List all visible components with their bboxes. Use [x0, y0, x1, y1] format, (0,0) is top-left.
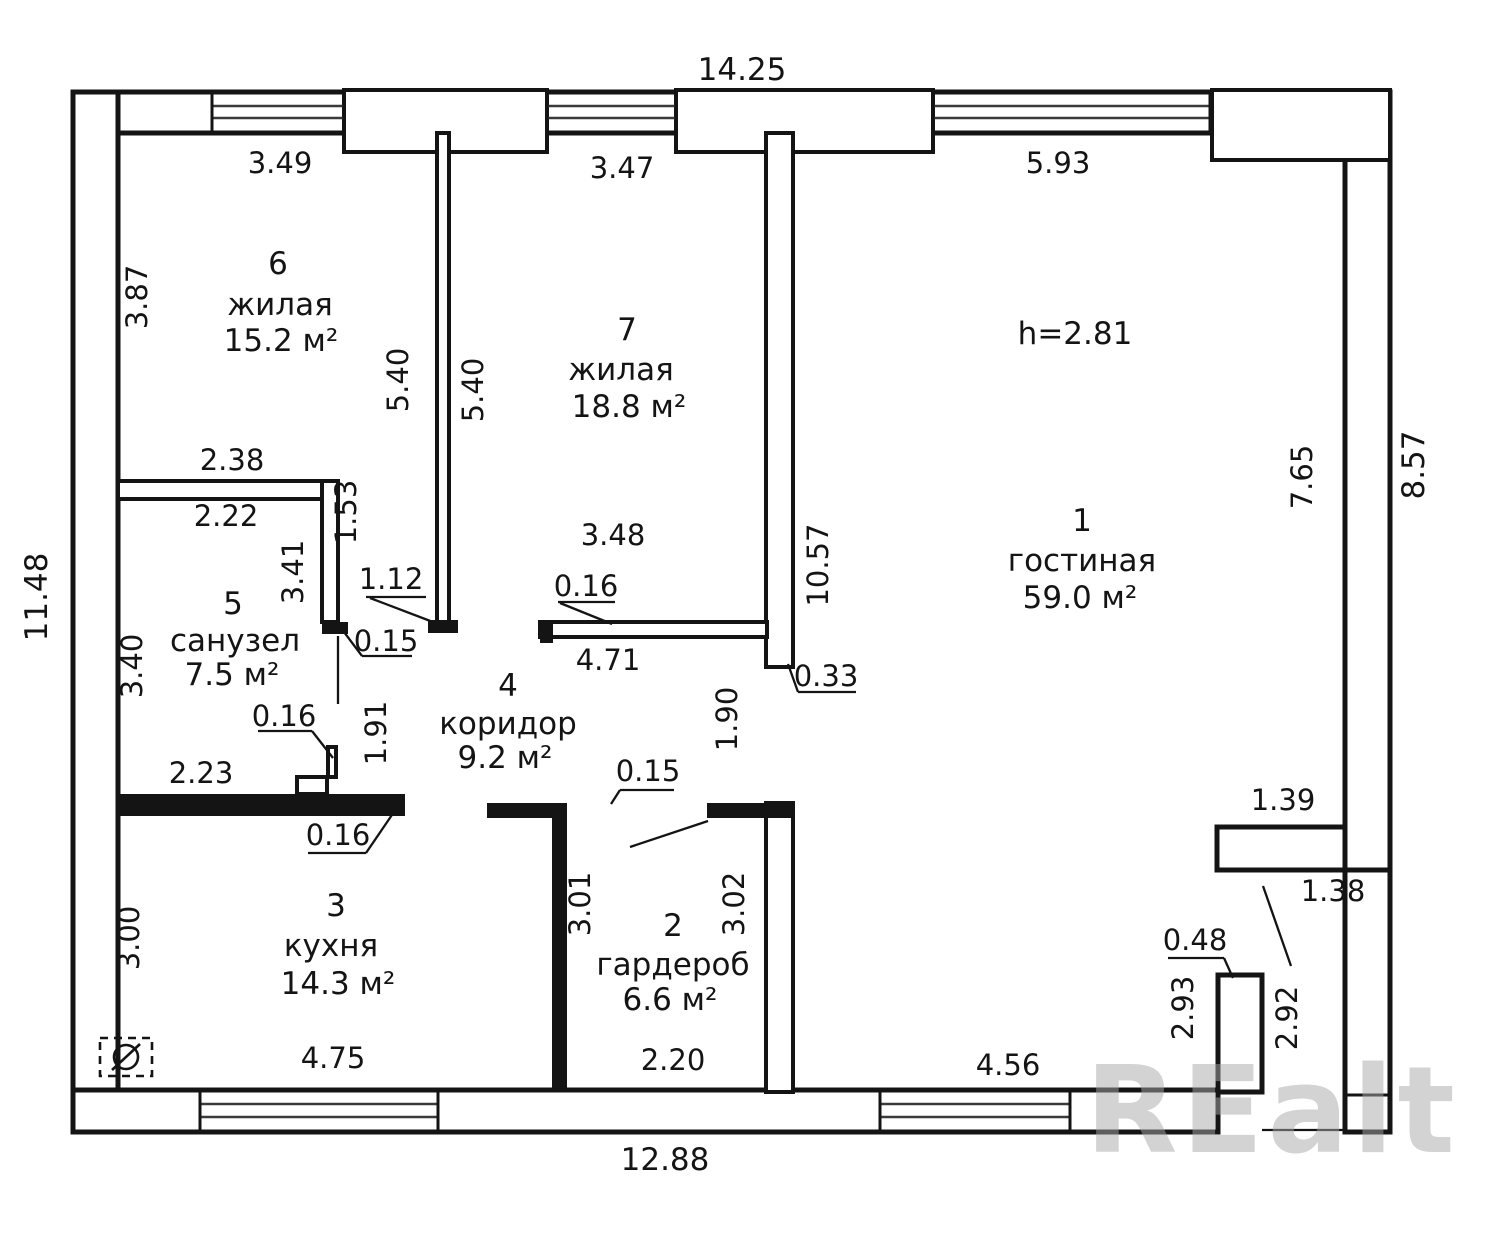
- room-7-number: 7: [617, 312, 637, 348]
- room-3-area: 14.3 м²: [280, 966, 396, 1002]
- room-6-label: [224, 246, 339, 359]
- dim-garderob-width: 2.20: [640, 1043, 706, 1077]
- top-wall-pier-right: [1212, 90, 1390, 160]
- dim-overall-bottom: 12.88: [620, 1142, 710, 1178]
- dim-step-bottom: 1.38: [1300, 874, 1366, 908]
- room-1-number: 1: [1072, 503, 1092, 539]
- ceiling-height-note: h=2.81: [1017, 316, 1133, 352]
- dim-bath-top-inner: 2.22: [193, 499, 259, 533]
- dim-divider-right: 5.40: [456, 357, 490, 423]
- watermark-logo: REalt: [1085, 1042, 1459, 1181]
- dim-r7-wall-thickness: 0.16: [553, 569, 619, 603]
- room-4-area: 9.2 м²: [457, 740, 553, 776]
- wall-room6-room7: [437, 133, 449, 625]
- dim-porch-left: 2.93: [1166, 975, 1200, 1041]
- dim-bath-bottom: 2.23: [168, 756, 234, 790]
- dim-r7-south-width: 3.48: [580, 518, 646, 552]
- exterior-wall-right-upper: [1345, 92, 1390, 870]
- dim-r1-west-wall: 10.57: [801, 523, 835, 607]
- dim-overall-right: 8.57: [1396, 430, 1432, 500]
- dim-r6-width: 3.49: [247, 146, 313, 180]
- dim-kitchen-height: 3.00: [112, 905, 146, 971]
- dim-overall-top: 14.25: [697, 52, 787, 88]
- dim-r1-width: 5.93: [1025, 146, 1091, 180]
- wall-garderob-west: [552, 803, 567, 1092]
- dim-r1-east: 7.65: [1285, 444, 1319, 510]
- dim-living-south: 4.56: [975, 1048, 1041, 1082]
- dim-bath-west: 3.40: [115, 633, 149, 699]
- dim-bath-jamb: 0.15: [353, 624, 419, 658]
- dim-r7-width: 3.47: [589, 151, 655, 185]
- room-3-number: 3: [326, 888, 346, 924]
- room-6-number: 6: [268, 246, 288, 282]
- dim-passage: 1.90: [710, 686, 744, 752]
- dim-kitchen-wall-thickness: 0.16: [305, 818, 371, 852]
- dim-r6-height: 3.87: [120, 264, 154, 330]
- top-wall-pier-2: [676, 90, 933, 152]
- exterior-wall-bottom: [73, 1090, 1218, 1132]
- room-7-name: жилая: [568, 352, 674, 388]
- dim-bath-opening: 1.91: [359, 700, 393, 766]
- wall-garderob-northeast: [707, 803, 793, 818]
- room-7-label: [568, 312, 686, 425]
- dim-bath-stub: 0.16: [251, 699, 317, 733]
- room-1-name: гостиная: [1007, 543, 1157, 579]
- room-1-label: [1008, 503, 1156, 616]
- dim-overall-left: 11.48: [19, 552, 55, 642]
- dim-porch-stub: 0.48: [1162, 923, 1228, 957]
- wall-garderob-living: [766, 803, 793, 1092]
- room-4-name: коридор: [439, 706, 577, 742]
- room-3-label: [281, 888, 396, 1002]
- dim-bath-east-inner: 3.41: [276, 539, 310, 605]
- room-5-area: 7.5 м²: [184, 657, 280, 693]
- dim-corridor-wall: 4.71: [575, 643, 641, 677]
- dim-garderob-left: 3.01: [563, 871, 597, 937]
- room-2-number: 2: [663, 908, 683, 944]
- wall-kitchen-north: [118, 794, 405, 816]
- dim-divider-left: 5.40: [381, 347, 415, 413]
- room-1-area: 59.0 м²: [1022, 580, 1138, 616]
- dim-bath-east-upper: 1.53: [329, 479, 363, 545]
- wall-room7-south-jamb: [540, 622, 553, 643]
- exterior-wall-left: [73, 92, 118, 1132]
- dim-kitchen-width: 4.75: [300, 1041, 366, 1075]
- porch-step-wall: [1217, 827, 1345, 870]
- bath-plumbing-stub: [297, 777, 327, 794]
- room-2-name: гардероб: [596, 947, 750, 983]
- dim-bath-door: 1.12: [358, 562, 424, 596]
- dim-garderob-jamb: 0.15: [615, 754, 681, 788]
- dim-porch-right: 2.92: [1270, 985, 1304, 1051]
- room-5-number: 5: [223, 586, 243, 622]
- room-5-name: санузел: [169, 623, 301, 659]
- room-4-label: [439, 668, 577, 776]
- dim-garderob-right: 3.02: [717, 871, 751, 937]
- dim-step-top: 1.39: [1250, 783, 1316, 817]
- wall-room7-living: [766, 133, 793, 667]
- wall-room7-south: [540, 622, 767, 637]
- room-3-name: кухня: [283, 928, 379, 964]
- dim-wall-end: 0.33: [793, 659, 859, 693]
- room-6-name: жилая: [227, 287, 333, 323]
- room-6-area: 15.2 м²: [223, 323, 339, 359]
- room-4-number: 4: [498, 668, 518, 704]
- wall-bath-north: [118, 481, 338, 499]
- dim-bath-top-outer: 2.38: [199, 443, 265, 477]
- room-2-area: 6.6 м²: [622, 982, 718, 1018]
- room-7-area: 18.8 м²: [571, 389, 687, 425]
